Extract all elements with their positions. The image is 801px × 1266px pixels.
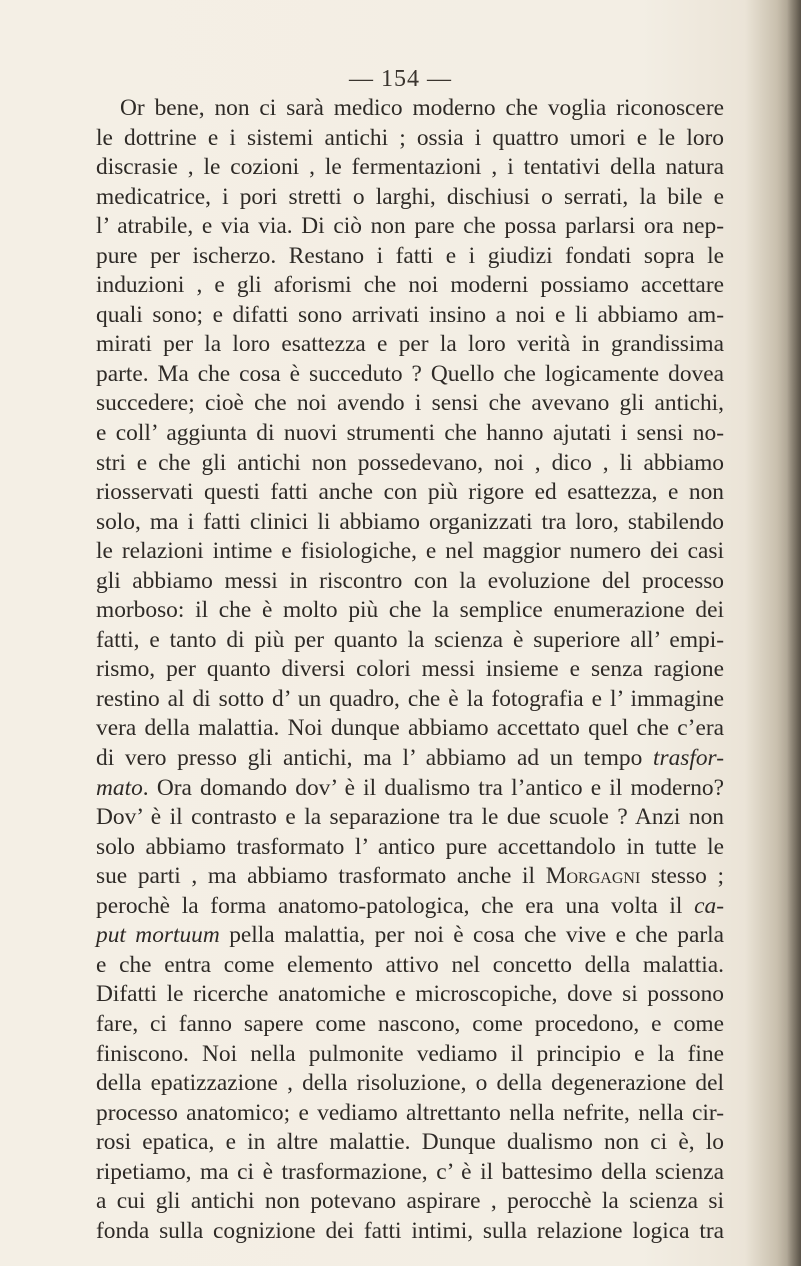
text-line: medicatrice, i pori stretti o larghi, dischiusi o serrati, la bile e [96, 183, 724, 210]
text-line: Dov’ è il contrasto e la separazione tra le due scuole ? Anzi non [96, 804, 724, 831]
text-line: perochè la forma anatomo-patologica, che era una volta il ca- [96, 892, 724, 919]
italic-word: ca- [694, 892, 724, 919]
text-line: mato. Ora domando dov’ è il dualismo tra l’antico e il moderno? [96, 774, 724, 801]
text-line: l’ atrabile, e via via. Di ciò non pare che possa parlarsi ora nep- [96, 213, 724, 240]
text-line: fonda sulla cognizione dei fatti intimi, sulla relazione logica tra [96, 1217, 724, 1244]
text-line: le dottrine e i sistemi antichi ; ossia i quattro umori e le loro [96, 124, 724, 151]
text-line: sue parti , ma abbiamo trasformato anche il Morgagni stesso ; [96, 863, 724, 890]
body-text [96, 94, 724, 1246]
text-line: put mortuum pella malattia, per noi è cosa che vive e che parla [96, 922, 724, 949]
text-line: e coll’ aggiunta di nuovi strumenti che hanno ajutati i sensi no- [96, 420, 724, 447]
text-line: morboso: il che è molto più che la semplice enumerazione dei [96, 597, 724, 624]
text-line: gli abbiamo messi in riscontro con la evoluzione del processo [96, 567, 724, 594]
text-line: rismo, per quanto diversi colori messi insieme e senza ragione [96, 656, 724, 683]
text-line: restino al di sotto d’ un quadro, che è la fotografia e l’ immagine [96, 685, 724, 712]
text-line: ripetiamo, ma ci è trasformazione, c’ è il battesimo della scienza [96, 1158, 724, 1185]
text-line: a cui gli antichi non potevano aspirare , perocchè la scienza si [96, 1188, 724, 1215]
text-line: riosservati questi fatti anche con più rigore ed esattezza, e non [96, 479, 724, 506]
text-line: mirati per la loro esattezza e per la loro verità in grandissima [96, 331, 724, 358]
italic-word: trasfor- [652, 745, 724, 772]
text-line: succedere; cioè che noi avendo i sensi che avevano gli antichi, [96, 390, 724, 417]
text-line: Or bene, non ci sarà medico moderno che voglia riconoscere [120, 95, 724, 121]
text-line: quali sono; e difatti sono arrivati insino a noi e li abbiamo am- [96, 301, 724, 328]
text-line: vera della malattia. Noi dunque abbiamo accettato quel che c’era [96, 715, 724, 742]
text-line: rosi epatica, e in altre malattie. Dunque dualismo non ci è, lo [96, 1129, 724, 1156]
page-edge-shadow [787, 0, 801, 1266]
italic-word: put mortuum [96, 922, 220, 949]
text-line: stri e che gli antichi non possedevano, noi , dico , li abbiamo [96, 449, 724, 476]
text-line: induzioni , e gli aforismi che noi moderni possiamo accettare [96, 272, 724, 299]
text-line: discrasie , le cozioni , le fermentazioni , i tentativi della natura [96, 154, 724, 181]
text-line: parte. Ma che cosa è succeduto ? Quello che logicamente dovea [96, 360, 724, 387]
text-line: fare, ci fanno sapere come nascono, come procedono, e come [96, 1010, 724, 1037]
text-line: finiscono. Noi nella pulmonite vediamo il principio e la fine [96, 1040, 724, 1067]
text-line: le relazioni intime e fisiologiche, e nel maggior numero dei casi [96, 538, 724, 565]
small-caps-name: Morgagni [545, 863, 641, 890]
text-line: della epatizzazione , della risoluzione, o della degenerazione del [96, 1070, 724, 1097]
text-line: pure per ischerzo. Restano i fatti e i giudizi fondati sopra le [96, 242, 724, 269]
text-line: solo, ma i fatti clinici li abbiamo organizzati tra loro, stabilendo [96, 508, 724, 535]
text-line: solo abbiamo trasformato l’ antico pure accettandolo in tutte le [96, 833, 724, 860]
text-line: di vero presso gli antichi, ma l’ abbiamo ad un tempo trasfor- [96, 745, 724, 772]
text-line: Difatti le ricerche anatomiche e microscopiche, dove si possono [96, 981, 724, 1008]
text-line: processo anatomico; e vediamo altrettanto nella nefrite, nella cir- [96, 1099, 724, 1126]
page-number-header: — 154 — [349, 66, 452, 92]
text-line: fatti, e tanto di più per quanto la scienza è superiore all’ empi- [96, 626, 724, 653]
text-line: e che entra come elemento attivo nel concetto della malattia. [96, 951, 724, 978]
italic-word: mato [96, 774, 143, 801]
